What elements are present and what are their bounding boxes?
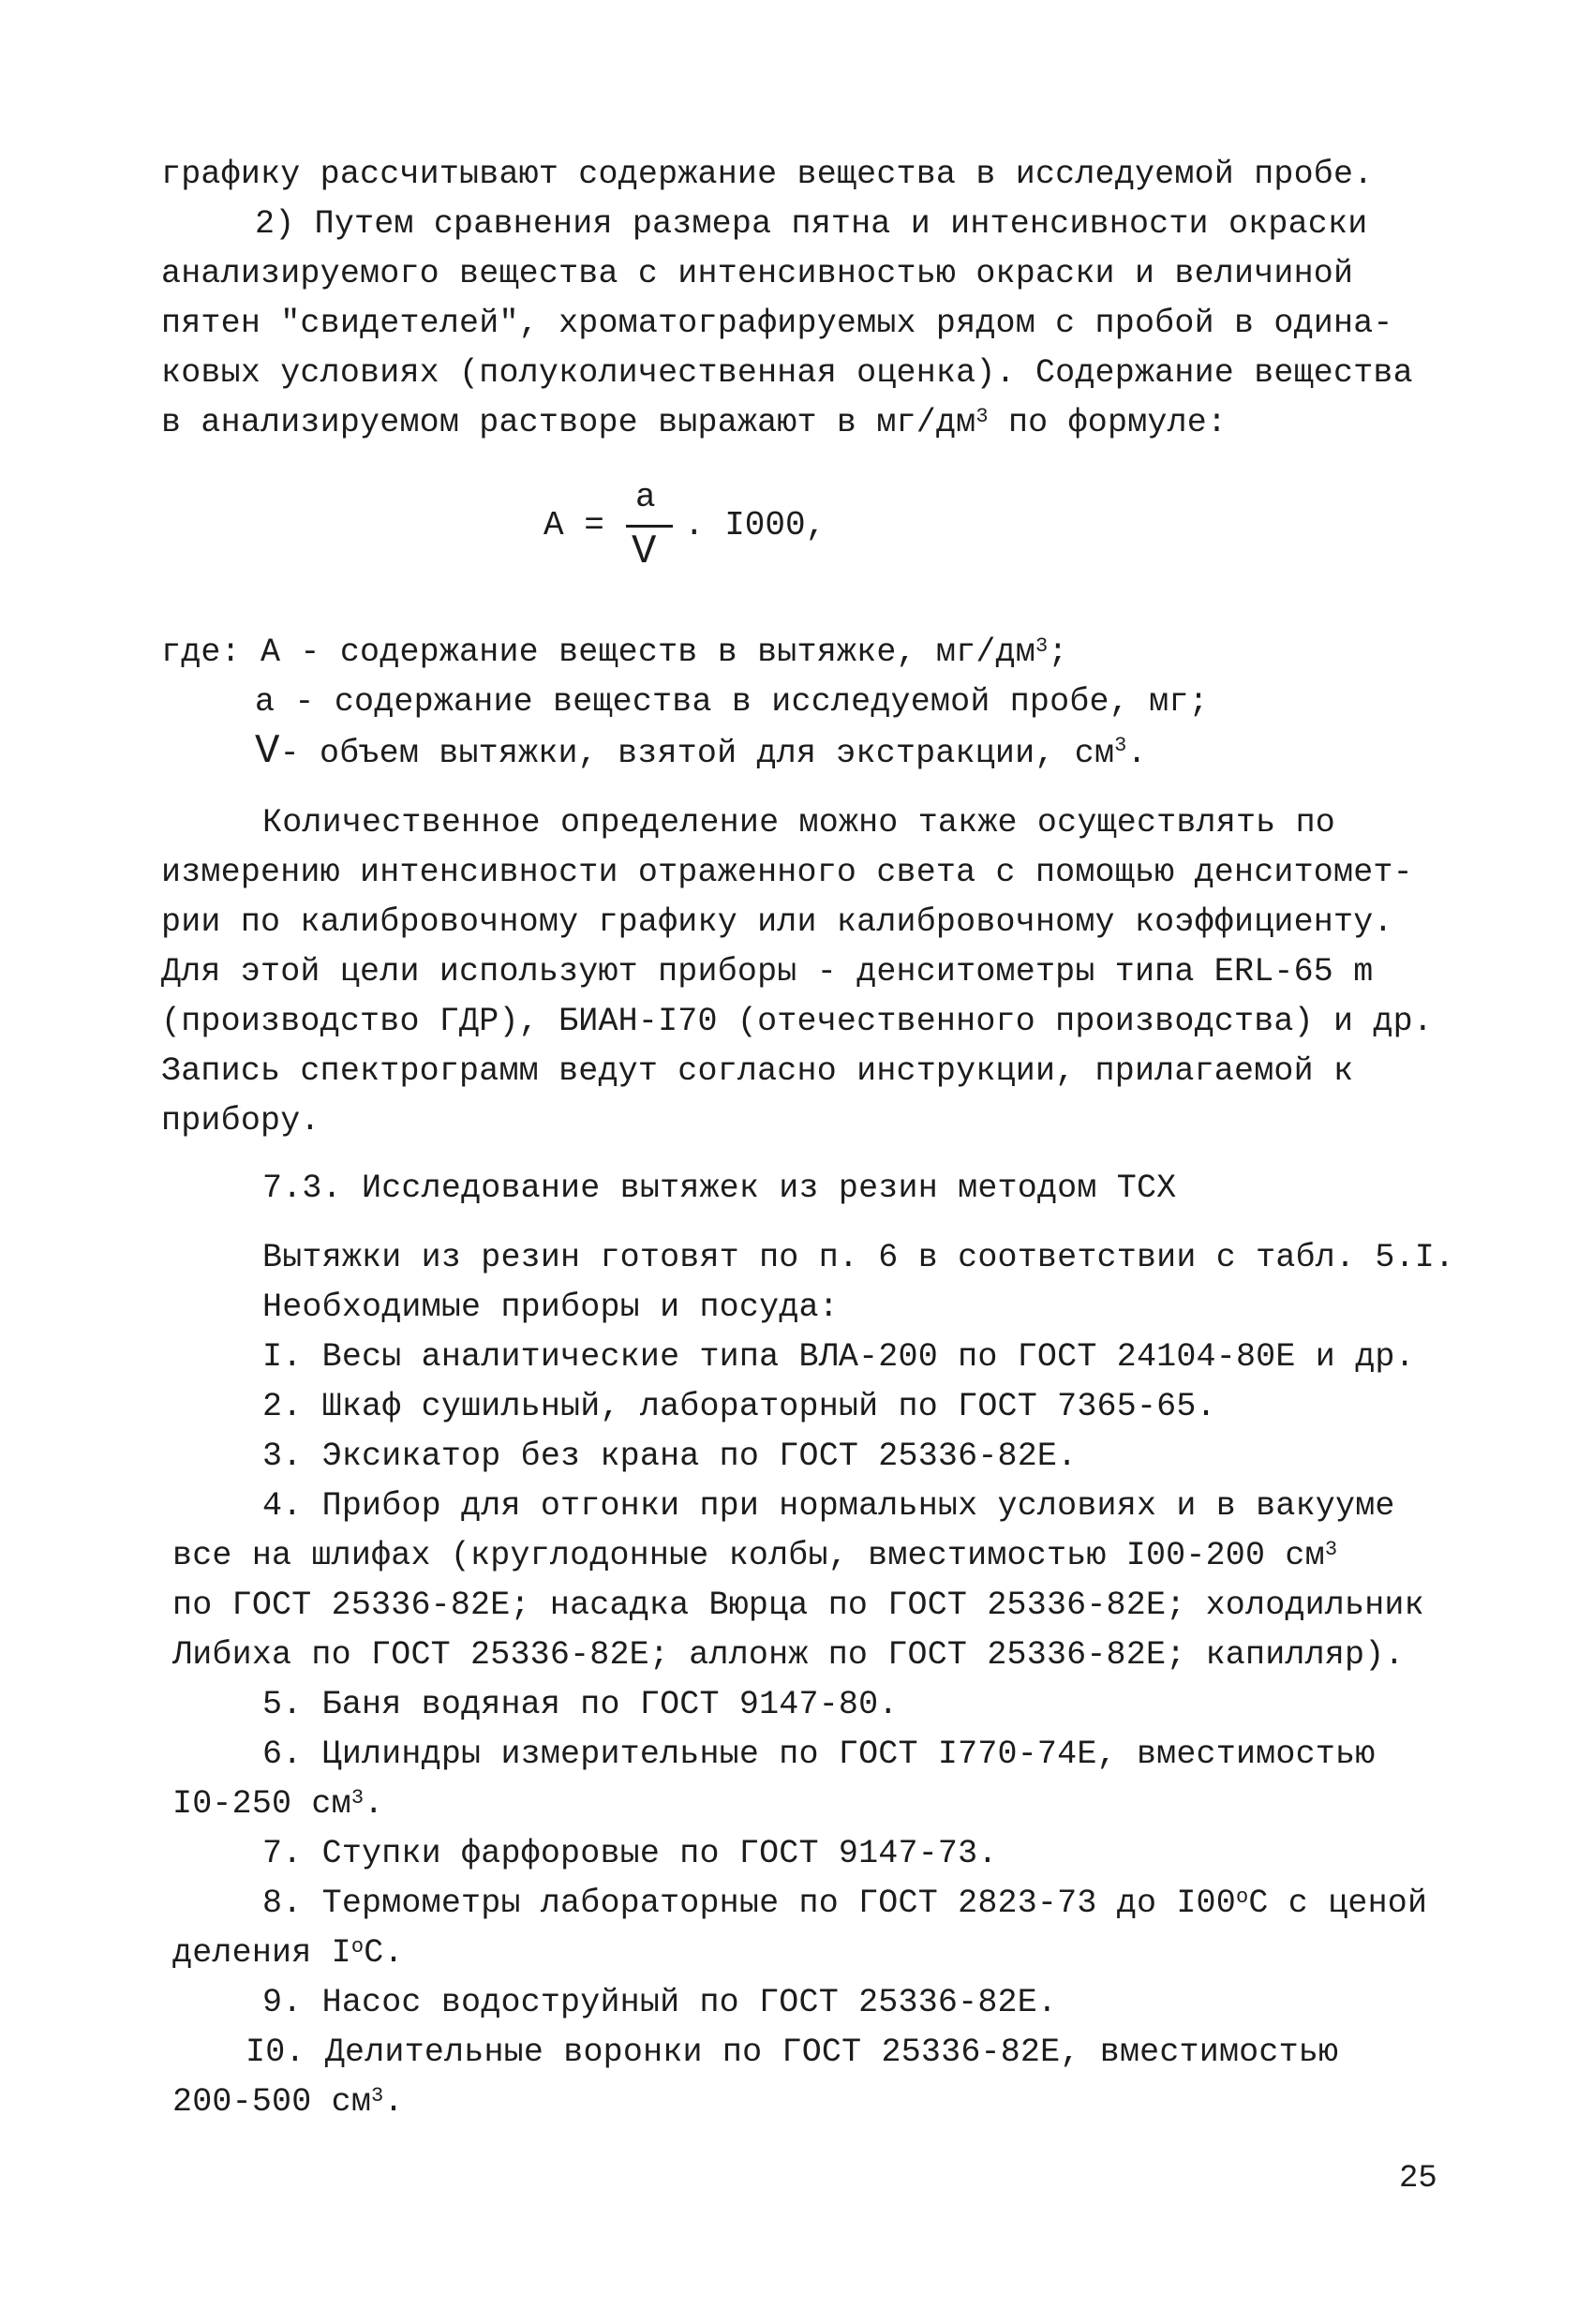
text-line: Вытяжки из резин готовят по п. 6 в соответствии с табл. 5.I. [262,1239,1455,1276]
text-line: Запись спектрограмм ведут согласно инструкции, прилагаемой к [161,1052,1354,1090]
legend-line: где: А - содержание веществ в вытяжке, $мг/дм^3$; [161,633,1068,671]
list-item-continued: по ГОСТ 25336-82Е; насадка Вюрца по ГОСТ 25336-82Е; холодильник [172,1587,1424,1624]
formula-rhs: . I000, [684,506,826,544]
fraction-bar [626,525,673,528]
list-item-continued: 200-500 $см^3$. [172,2083,404,2121]
legend-line: V- объем вытяжки, взятой для экстракции, $см^3$. [255,728,1147,775]
text-line: измерению интенсивности отраженного света с помощью денситомет- [161,854,1413,891]
list-item-continued: Либиха по ГОСТ 25336-82Е; аллонж по ГОСТ 25336-82Е; капилляр). [172,1636,1405,1674]
text-line: ковых условиях (полуколичественная оценка). Содержание вещества [161,354,1413,392]
text-line: Для этой цели используют приборы - денситометры типа ERL-65 m [161,953,1374,991]
text-line: Количественное определение можно также осуществлять по [262,804,1335,842]
list-item: 8. Термометры лабораторные по ГОСТ 2823-73 до $I00^оС$ с ценой [262,1885,1428,1922]
page-number: 25 [1399,2161,1437,2197]
text-line: рии по калибровочному графику или калибровочному коэффициенту. [161,903,1393,941]
text-line: в анализируемом растворе выражают в $мг/дм^3$ по формуле: [161,404,1228,441]
list-item: 3. Эксикатор без крана по ГОСТ 25336-82Е. [262,1438,1078,1475]
list-item: I. Весы аналитические типа ВЛА-200 по ГОСТ 24104-80Е и др. [262,1338,1415,1376]
list-item: 2. Шкаф сушильный, лабораторный по ГОСТ 7365-65. [262,1388,1216,1425]
list-item: 6. Цилиндры измерительные по ГОСТ I770-74Е, вместимостью [262,1736,1376,1773]
section-heading: 7.3. Исследование вытяжек из резин методом ТСХ [262,1169,1177,1207]
list-item: 4. Прибор для отгонки при нормальных условиях и в вакууме [262,1487,1395,1525]
list-item-continued: деления $I^оС$. [172,1934,404,1972]
text-line: анализируемого вещества с интенсивностью окраски и величиной [161,255,1354,292]
list-item-continued: I0-250 $см^3$. [172,1785,384,1823]
text-line: (производство ГДР), БИАН-I70 (отечественного производства) и др. [161,1003,1434,1040]
formula-lhs: А = [543,506,604,544]
text-line: прибору. [161,1102,320,1140]
text-line: Необходимые приборы и посуда: [262,1289,839,1326]
list-item: 5. Баня водяная по ГОСТ 9147-80. [262,1686,899,1723]
text-line: 2) Путем сравнения размера пятна и интенсивности окраски [255,205,1368,243]
text-line: пятен "свидетелей", хроматографируемых рядом с пробой в одина- [161,305,1393,342]
list-item: 7. Ступки фарфоровые по ГОСТ 9147-73. [262,1835,998,1872]
list-item: 9. Насос водоструйный по ГОСТ 25336-82Е. [262,1984,1058,2021]
list-item-continued: все на шлифах (круглодонные колбы, вместимостью I00-200 $см^3$ [172,1537,1338,1574]
list-item: I0. Делительные воронки по ГОСТ 25336-82Е, вместимостью [246,2034,1339,2071]
formula [543,478,918,581]
formula-numerator: а [635,478,656,516]
formula-denominator: V [632,529,657,575]
text-line: графику рассчитывают содержание вещества в исследуемой пробе. [161,156,1374,193]
legend-line: а - содержание вещества в исследуемой пробе, мг; [255,683,1209,721]
